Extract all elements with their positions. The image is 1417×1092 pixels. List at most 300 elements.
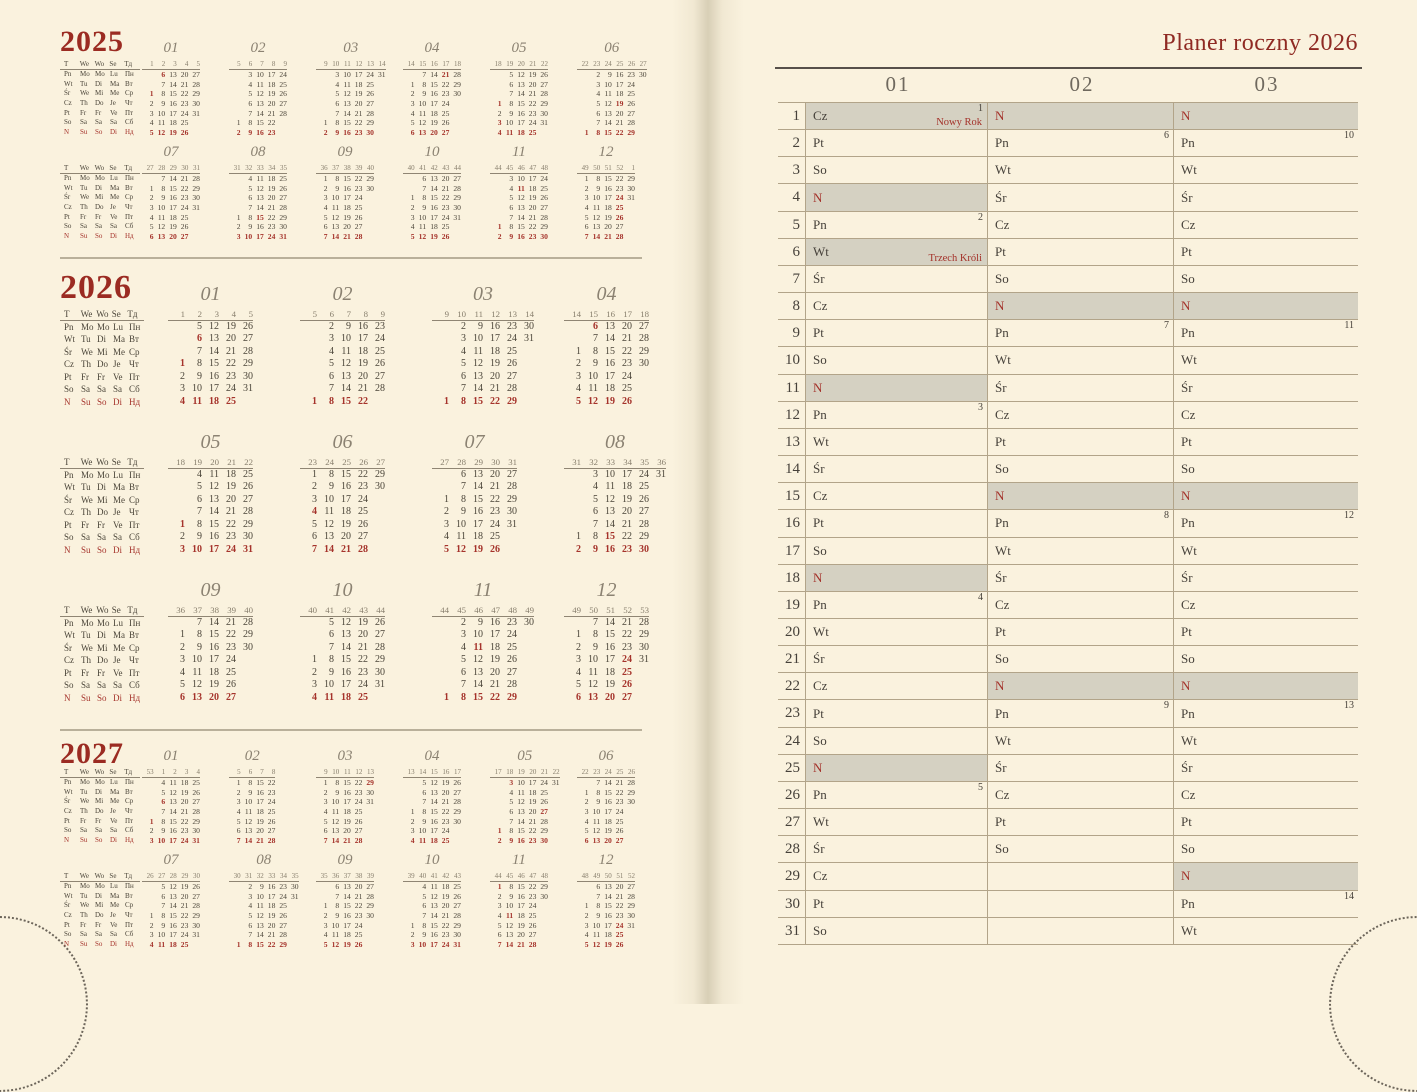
weekday-names-column (60, 282, 146, 408)
date-cell: 18 (343, 807, 351, 817)
date-cell: 5 (461, 654, 466, 666)
date-cell: 15 (473, 395, 483, 407)
date-cell: 25 (358, 691, 368, 703)
date-cell: 2 (323, 128, 328, 138)
weekday-abbr: Mo (80, 882, 90, 890)
date-cell: 10 (157, 203, 166, 213)
planner-cell (988, 212, 1174, 238)
date-cell: 10 (605, 469, 615, 480)
date-cell: 7 (593, 333, 598, 345)
week-number: 48 (540, 164, 548, 172)
week-number: 17 (442, 60, 450, 68)
date-cell: 27 (507, 666, 517, 678)
mini-month-label: 11 (512, 852, 526, 868)
date-cell: 1 (584, 128, 589, 138)
planner-cell (1174, 891, 1358, 917)
weekday-letter: Pn (995, 705, 1009, 721)
weekday-name-row (60, 333, 146, 345)
date-cell: 3 (236, 232, 241, 242)
date-cell: 21 (615, 778, 624, 787)
holiday-name: Nowy Rok (936, 117, 982, 129)
date-row (229, 911, 299, 921)
week-numbers-row (490, 59, 548, 70)
weekday-name-row (60, 817, 141, 827)
date-cell: 29 (366, 174, 374, 183)
date-cell: 3 (410, 212, 415, 222)
date-cell: 1 (236, 212, 241, 222)
mini-month-label: 09 (200, 579, 221, 601)
week-number: 26 (627, 60, 635, 68)
week-label: Wo (94, 768, 105, 776)
week-number: 5 (248, 309, 253, 319)
date-cell: 20 (267, 920, 276, 930)
planner-row-1 (778, 103, 1358, 130)
date-cell: 20 (358, 370, 368, 382)
day-number: 9 (778, 320, 806, 346)
date-cell: 26 (279, 89, 287, 99)
date-cell: 10 (244, 232, 253, 242)
date-cell: 13 (331, 826, 340, 836)
date-cell: 8 (335, 901, 340, 911)
date-cell: 20 (490, 469, 500, 480)
week-number: 53 (146, 768, 154, 776)
date-cell: 3 (248, 891, 253, 901)
date-cell: 27 (358, 531, 368, 543)
day-number: 27 (778, 809, 806, 835)
date-row (142, 836, 200, 846)
week-number: 6 (329, 309, 334, 319)
weekday-abbr: Je (110, 807, 116, 816)
week-number: 1 (180, 309, 185, 319)
date-cell: 29 (366, 901, 374, 911)
date-cell: 14 (430, 911, 438, 921)
weekday-abbr: Pt (64, 371, 72, 382)
date-row (316, 807, 374, 817)
date-cell: 15 (604, 128, 612, 138)
date-cell: 29 (375, 654, 385, 666)
date-cell: 24 (615, 920, 624, 930)
date-row (403, 222, 461, 232)
planner-cell (1174, 266, 1358, 292)
day-number: 19 (778, 592, 806, 618)
weekday-abbr: Sa (95, 222, 102, 231)
weekday-header-row (60, 456, 144, 469)
date-cell: 26 (180, 222, 189, 232)
weekday-abbr: Вт (125, 787, 133, 796)
date-cell: 1 (410, 79, 415, 89)
weekday-abbr: Пн (129, 618, 141, 628)
date-cell: 3 (444, 518, 449, 530)
date-cell: 19 (209, 679, 219, 691)
date-row (564, 692, 649, 704)
week-number: 30 (181, 164, 189, 172)
date-cell: 30 (540, 108, 548, 118)
weekday-name-row (60, 506, 146, 518)
weekday-name-row (60, 826, 141, 836)
week-number: 43 (453, 872, 461, 880)
date-cell: 9 (335, 183, 340, 193)
date-cell: 20 (354, 99, 363, 109)
weekday-letter: Pt (995, 433, 1006, 449)
week-label: Se (111, 309, 121, 319)
date-cell: 21 (180, 807, 189, 817)
mini-month-label: 01 (163, 748, 179, 764)
date-row (577, 99, 647, 109)
planner-cell (806, 456, 988, 482)
weekday-abbr: Mo (97, 322, 110, 332)
date-cell: 18 (341, 506, 351, 518)
date-cell: 6 (576, 691, 581, 703)
date-cell: 8 (161, 89, 166, 99)
week-number: 38 (343, 164, 351, 172)
weekday-abbr: Je (110, 99, 116, 108)
date-cell: 9 (197, 370, 202, 382)
date-cell: 17 (169, 203, 177, 213)
date-row (432, 679, 534, 691)
mini-month-label: 06 (332, 431, 353, 453)
date-cell: 24 (279, 891, 287, 901)
year-heading-2026: 2026 (60, 269, 132, 306)
date-cell: 25 (540, 787, 548, 797)
planner-cell (1174, 157, 1358, 183)
date-cell: 29 (453, 807, 461, 817)
mini-month-2027-07 (142, 852, 200, 950)
weekday-abbr: Fr (95, 816, 102, 825)
planner-cell (988, 619, 1174, 645)
date-row (316, 70, 386, 80)
date-cell: 8 (422, 79, 427, 89)
week-number: 13 (508, 309, 517, 319)
date-cell: 25 (180, 212, 189, 222)
date-row (142, 128, 200, 138)
date-cell: 30 (279, 222, 287, 232)
weekday-name-row (60, 481, 146, 493)
planner-cell (1174, 863, 1358, 889)
date-cell: 6 (149, 232, 154, 242)
date-cell: 31 (192, 836, 200, 846)
planner-cell (988, 266, 1174, 292)
date-cell: 10 (418, 99, 427, 109)
date-row (142, 203, 200, 213)
date-cell: 6 (323, 222, 328, 232)
date-cell: 2 (410, 203, 415, 213)
weekday-abbr: Ma (110, 79, 120, 88)
week-number: 13 (1344, 700, 1354, 712)
weekday-name-row (60, 321, 146, 333)
planner-cell (1174, 456, 1358, 482)
date-cell: 4 (248, 174, 253, 183)
date-cell: 16 (473, 506, 483, 518)
date-cell: 7 (161, 901, 166, 911)
date-cell: 15 (209, 518, 219, 530)
date-cell: 12 (169, 787, 177, 797)
date-cell: 23 (528, 232, 537, 242)
date-cell: 29 (243, 358, 253, 370)
date-cell: 28 (279, 203, 287, 213)
date-cell: 27 (453, 174, 461, 183)
date-cell: 16 (490, 321, 500, 332)
week-number: 6 (248, 768, 253, 776)
date-cell: 5 (576, 679, 581, 691)
week-number: 10 (332, 60, 340, 68)
weekday-abbr: Mo (80, 70, 90, 78)
date-cell: 2 (149, 193, 154, 203)
date-cell: 30 (507, 506, 517, 518)
date-cell: 14 (256, 203, 264, 213)
date-cell: 19 (169, 128, 177, 138)
date-cell: 26 (354, 816, 363, 826)
week-numbers-row (577, 767, 635, 778)
date-cell: 22 (226, 358, 236, 370)
date-cell: 6 (410, 128, 415, 138)
weekday-letter: Pt (995, 814, 1006, 830)
weekday-abbr: Ср (125, 797, 134, 806)
date-cell: 24 (358, 679, 368, 691)
date-cell: 7 (335, 108, 340, 118)
date-cell: 7 (422, 70, 427, 79)
planner-row-6 (778, 239, 1358, 266)
planner-cell (988, 510, 1174, 536)
weekday-abbr: Th (81, 507, 91, 518)
week-label: Se (109, 768, 117, 776)
date-cell: 21 (343, 836, 351, 846)
date-cell: 25 (180, 118, 189, 128)
date-cell: 7 (509, 816, 514, 826)
date-cell: 22 (358, 654, 368, 666)
date-row (490, 797, 560, 807)
week-number: 5 (312, 309, 317, 319)
week-number: 5 (196, 60, 200, 68)
week-number: 37 (343, 872, 351, 880)
weekday-abbr: Mo (80, 778, 90, 786)
date-cell: 27 (279, 193, 287, 203)
weekday-abbr: Di (110, 940, 117, 949)
date-cell: 24 (622, 654, 632, 666)
date-row (432, 371, 534, 383)
date-cell: 14 (430, 797, 438, 807)
date-row (403, 232, 461, 242)
weekday-letter: So (995, 841, 1009, 857)
weekday-abbr: Mo (81, 322, 94, 332)
date-row (142, 911, 200, 921)
date-cell: 9 (346, 321, 351, 332)
week-number: 2 (978, 211, 983, 223)
mini-month-2027-12 (577, 852, 635, 950)
date-cell: 19 (430, 118, 438, 128)
week-number: 28 (169, 872, 177, 880)
weekday-abbr: Wt (64, 630, 75, 641)
date-cell: 2 (461, 617, 466, 628)
date-cell: 20 (226, 333, 236, 345)
week-number: 13 (407, 768, 415, 776)
weekday-letter: Pt (995, 624, 1006, 640)
date-cell: 21 (490, 481, 500, 493)
date-cell: 15 (209, 629, 219, 641)
date-cell: 23 (507, 617, 517, 628)
date-cell: 20 (604, 836, 612, 846)
date-row (316, 174, 374, 184)
date-cell: 27 (639, 506, 649, 518)
day-number: 18 (778, 565, 806, 591)
date-cell: 3 (248, 70, 253, 79)
week-label: T (64, 768, 69, 776)
mini-month-2026-02 (300, 282, 385, 408)
day-number: 26 (778, 782, 806, 808)
date-cell: 15 (341, 654, 351, 666)
week-numbers-row (490, 163, 548, 174)
weekday-name-row (60, 836, 141, 846)
date-cell: 6 (461, 469, 466, 480)
date-cell: 2 (236, 222, 241, 232)
weekday-abbr: Сб (125, 118, 134, 127)
date-cell: 30 (540, 232, 548, 242)
date-cell: 23 (441, 203, 450, 213)
date-cell: 21 (441, 911, 450, 921)
weekday-abbr: Пт (125, 920, 134, 929)
date-cell: 24 (490, 518, 500, 530)
date-cell: 26 (226, 679, 236, 691)
date-cell: 8 (161, 183, 166, 193)
date-cell: 8 (509, 826, 514, 836)
week-number: 6 (1164, 130, 1169, 142)
date-cell: 6 (329, 629, 334, 641)
day-number: 14 (778, 456, 806, 482)
date-cell: 19 (354, 89, 363, 99)
week-number: 34 (279, 872, 287, 880)
weekday-abbr: Ср (129, 346, 140, 357)
week-label: T (64, 60, 69, 68)
weekday-name-row (60, 882, 141, 892)
date-cell: 9 (422, 816, 427, 826)
date-cell: 8 (329, 395, 334, 407)
week-number: 9 (324, 768, 328, 776)
date-cell: 5 (509, 70, 514, 79)
date-cell: 11 (419, 836, 427, 846)
date-cell: 13 (209, 493, 219, 505)
date-cell: 23 (180, 99, 189, 109)
weekday-abbr: Tu (80, 79, 88, 88)
date-cell: 2 (323, 787, 328, 797)
date-cell: 11 (209, 469, 219, 480)
mini-month-2025-08 (229, 144, 287, 242)
date-cell: 13 (256, 99, 264, 109)
date-cell: 4 (323, 807, 328, 817)
date-cell: 9 (335, 128, 340, 138)
date-cell: 19 (517, 920, 525, 930)
date-row (229, 921, 299, 931)
weekday-letter: Śr (995, 379, 1007, 395)
date-cell: 17 (490, 629, 500, 641)
date-cell: 14 (430, 183, 438, 193)
day-number: 7 (778, 266, 806, 292)
date-cell: 27 (354, 826, 363, 836)
date-cell: 14 (592, 232, 601, 242)
date-row (577, 778, 635, 788)
planner-cell (806, 320, 988, 346)
weekday-abbr: Cz (64, 807, 72, 816)
planner-row-26 (778, 782, 1358, 809)
week-number: 4 (231, 309, 236, 319)
date-cell: 26 (615, 212, 624, 222)
weekday-abbr: Sa (81, 384, 90, 395)
date-cell: 12 (192, 679, 202, 691)
planner-row-10 (778, 347, 1358, 374)
day-number: 25 (778, 755, 806, 781)
weekday-abbr: Sa (110, 222, 117, 231)
week-number: 18 (494, 60, 502, 68)
weekday-abbr: We (80, 89, 90, 98)
weekday-abbr: Sa (113, 384, 122, 395)
date-cell: 21 (441, 183, 450, 193)
date-row (168, 642, 253, 654)
date-cell: 14 (209, 506, 219, 518)
planner-cell (806, 619, 988, 645)
date-cell: 4 (584, 930, 589, 940)
weekday-abbr: Вт (125, 183, 133, 192)
date-cell: 28 (627, 778, 635, 787)
date-cell: 17 (209, 383, 219, 395)
weekday-abbr: Wt (64, 183, 73, 192)
date-cell: 23 (441, 816, 450, 826)
week-number: 51 (604, 164, 612, 172)
date-cell: 3 (323, 193, 328, 203)
date-cell: 15 (604, 174, 612, 183)
date-cell: 16 (604, 911, 612, 921)
date-cell: 1 (236, 118, 241, 128)
date-cell: 11 (343, 79, 351, 89)
date-row (432, 469, 517, 481)
date-cell: 21 (341, 543, 351, 555)
date-row (168, 629, 253, 641)
planner-cell (1174, 755, 1358, 781)
date-cell: 16 (343, 128, 351, 138)
weekday-abbr: Нд (125, 128, 134, 137)
date-cell: 19 (358, 617, 368, 628)
date-cell: 5 (596, 99, 601, 109)
date-cell: 11 (506, 128, 514, 138)
date-cell: 3 (410, 99, 415, 109)
date-cell: 11 (324, 691, 334, 703)
date-cell: 4 (509, 183, 514, 193)
weekday-letter: So (1181, 841, 1195, 857)
date-cell: 9 (335, 787, 340, 797)
date-row (432, 667, 534, 679)
date-cell: 11 (331, 203, 340, 213)
date-cell: 19 (490, 654, 500, 666)
planner-cell (988, 375, 1174, 401)
date-row (316, 80, 386, 90)
date-cell: 22 (267, 212, 276, 222)
date-cell: 15 (256, 778, 264, 787)
date-cell: 15 (209, 358, 219, 370)
date-row (577, 930, 635, 940)
date-cell: 7 (323, 232, 328, 242)
date-cell: 21 (180, 901, 189, 911)
date-cell: 30 (639, 641, 649, 653)
date-cell: 21 (622, 617, 632, 628)
date-cell: 12 (588, 679, 598, 691)
date-row (168, 506, 253, 518)
date-cell: 11 (157, 118, 166, 128)
date-cell: 16 (341, 481, 351, 493)
date-cell: 26 (354, 940, 363, 950)
date-row (577, 788, 635, 798)
date-cell: 4 (312, 506, 317, 518)
date-row (577, 921, 635, 931)
weekday-abbr: Lu (113, 322, 123, 332)
date-cell: 13 (473, 370, 483, 382)
weekday-letter: Cz (813, 298, 828, 314)
